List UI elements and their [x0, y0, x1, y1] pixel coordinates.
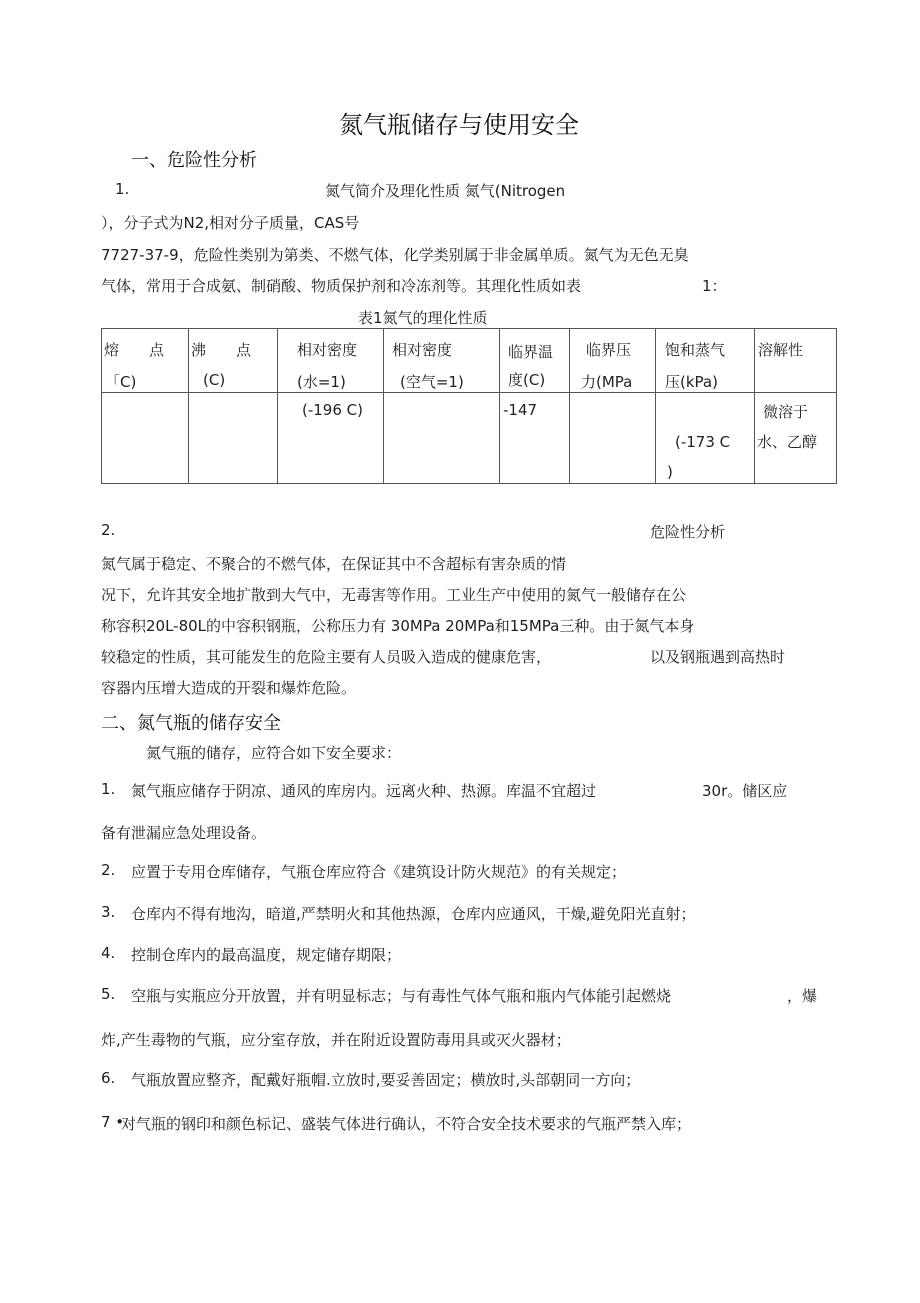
header-line: (空气=1) — [400, 373, 464, 391]
list-item: 对气瓶的钢印和颜色标记、盛装气体进行确认，不符合安全技术要求的气瓶严禁入库； — [121, 1115, 692, 1133]
paragraph-line: 较稳定的性质，其可能发生的危险主要有人员吸入造成的健康危害， — [101, 648, 552, 666]
paragraph-line: 气体，常用于合成氨、制硝酸、物质保护剂和冷冻剂等。其理化性质如表 — [101, 277, 582, 295]
header-line: 溶解性 — [758, 341, 804, 359]
list-item-continuation: 炸,产生毒物的气瓶，应分室存放，并在附近设置防毒用具或灭火器材； — [101, 1031, 571, 1049]
paragraph-line: 7727-37-9，危险性类别为第类、不燃气体，化学类别属于非金属单质。氮气为无色无臭 — [101, 246, 689, 264]
table-header-row — [102, 329, 837, 393]
header-line: (水=1) — [297, 373, 346, 391]
cell-critical-pressure — [570, 393, 656, 484]
cell-value: -147 — [503, 401, 538, 419]
paragraph-line: 况下，允许其安全地扩散到大气中，无毒害等作用。工业生产中使用的氮气一般储存在公 — [101, 586, 687, 604]
section-2-intro: 氮气瓶的储存，应符合如下安全要求： — [146, 744, 402, 762]
list-item-extra: 30r。储区应 — [702, 782, 788, 800]
list-item-continuation: 备有泄漏应急处理设备。 — [101, 824, 267, 842]
paragraph-line: 容器内压增大造成的开裂和爆炸危险。 — [101, 679, 357, 697]
cell-value: ) — [667, 463, 673, 481]
table-caption: 表1氮气的理化性质 — [358, 309, 488, 327]
header-line: 熔 点 — [104, 341, 165, 359]
header-line: 沸 点 — [191, 341, 252, 359]
paragraph-line: 氮气简介及理化性质 氮气(Nitrogen — [325, 182, 566, 200]
cell-vapor-pressure — [656, 393, 755, 484]
header-line: 相对密度 — [392, 341, 453, 359]
header-cell-melting-point — [102, 329, 189, 393]
list-item-number: 6. — [101, 1069, 116, 1087]
header-cell-boiling-point — [189, 329, 278, 393]
header-line: (C) — [203, 371, 226, 389]
header-line: 压(kPa) — [665, 373, 718, 391]
list-item-number: 3. — [101, 903, 116, 921]
cell-density-air — [384, 393, 500, 484]
header-line: 「C) — [105, 373, 137, 391]
list-item-extra: ，爆 — [787, 987, 818, 1005]
paragraph-line: 1： — [702, 277, 727, 295]
section-2-heading: 二、氮气瓶的储存安全 — [101, 713, 281, 734]
list-item: 氮气瓶应储存于阴凉、通风的库房内。远离火种、热源。库温不宜超过 — [131, 782, 597, 800]
section-1-heading: 一、危险性分析 — [131, 150, 257, 171]
header-cell-density-water — [278, 329, 384, 393]
header-line: 临界压 — [586, 341, 632, 359]
header-cell-critical-temp — [500, 329, 570, 393]
header-cell-vapor-pressure — [656, 329, 755, 393]
subsection-1-number: 1. — [115, 180, 130, 198]
cell-boiling-point — [189, 393, 278, 484]
header-line: 力(MPa — [581, 373, 633, 391]
list-item-number: 1. — [101, 780, 116, 798]
header-cell-density-air — [384, 329, 500, 393]
list-item: 空瓶与实瓶应分开放置，并有明显标志；与有毒性气体气瓶和瓶内气体能引起燃烧 — [131, 987, 672, 1005]
page-title: 氮气瓶储存与使用安全 — [339, 111, 579, 139]
subsection-2-heading: 危险性分析 — [650, 523, 726, 541]
header-line: 临界温 — [508, 343, 554, 361]
list-item-number: 7 • — [101, 1113, 125, 1131]
cell-solubility — [755, 393, 837, 484]
cell-value: 水、乙醇 — [757, 433, 818, 451]
table-row — [102, 393, 837, 484]
cell-density-water — [278, 393, 384, 484]
list-item: 控制仓库内的最高温度，规定储存期限； — [131, 946, 402, 964]
header-line: 相对密度 — [297, 341, 358, 359]
subsection-2-number: 2. — [101, 521, 116, 539]
list-item: 气瓶放置应整齐，配戴好瓶帽.立放时,要妥善固定；横放时,头部朝同一方向； — [131, 1071, 641, 1089]
list-item: 应置于专用仓库储存，气瓶仓库应符合《建筑设计防火规范》的有关规定； — [131, 863, 627, 881]
header-line: 饱和蒸气 — [665, 341, 726, 359]
paragraph-line: ），分子式为N2,相对分子质量，CAS号 — [101, 214, 360, 232]
list-item: 仓库内不得有地沟，暗道,严禁明火和其他热源，仓库内应通风，干燥,避免阳光直射； — [131, 905, 696, 923]
cell-critical-temp — [500, 393, 570, 484]
cell-melting-point — [102, 393, 189, 484]
cell-value: 微溶于 — [763, 403, 809, 421]
list-item-number: 5. — [101, 985, 116, 1003]
paragraph-line: 称容积20L-80L的中容积钢瓶，公称压力有 30MPa 20MPa和15MPa三种。由于氮气本身 — [101, 617, 695, 635]
properties-table — [101, 328, 837, 484]
list-item-number: 2. — [101, 861, 116, 879]
cell-value: (-173 C — [675, 433, 731, 451]
header-line: 度(C) — [508, 371, 546, 389]
header-cell-solubility — [755, 329, 837, 393]
paragraph-line: 以及钢瓶遇到高热时 — [650, 648, 786, 666]
header-cell-critical-pressure — [570, 329, 656, 393]
list-item-number: 4. — [101, 944, 116, 962]
paragraph-line: 氮气属于稳定、不聚合的不燃气体，在保证其中不含超标有害杂质的情 — [101, 555, 567, 573]
cell-value: (-196 C) — [302, 401, 363, 419]
